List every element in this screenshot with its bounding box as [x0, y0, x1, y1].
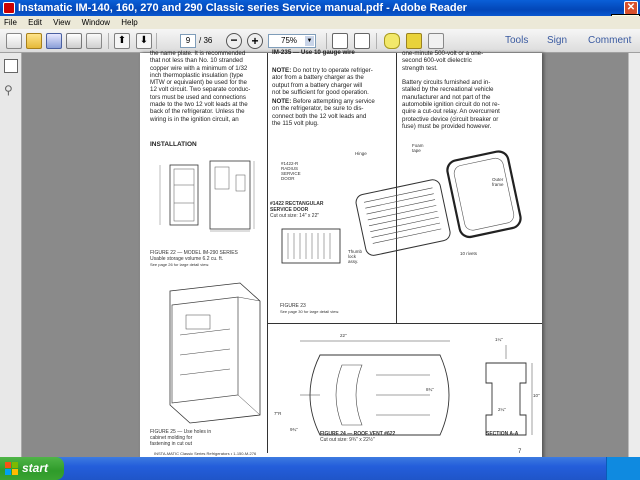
comment-link[interactable]: Comment [588, 35, 632, 46]
start-button[interactable] [0, 457, 64, 480]
column-2-note-1: NOTE: Do not try to operate refriger- ator from a battery charger as the output from a battery charger will not be sufficient for good operation. [272, 67, 373, 96]
start-label: start [22, 461, 49, 475]
windows-logo-icon [5, 462, 18, 475]
figure-24-caption: FIGURE 24 — ROOF VENT #622 Cut out size: 9¾" x 22½" [320, 431, 396, 443]
rectangular-door-drawing [280, 223, 344, 267]
dimension-7r: 7"R [274, 411, 282, 416]
system-tray [606, 457, 640, 480]
dimension-8: 8¾" [426, 387, 434, 392]
menu-bar [0, 16, 640, 29]
radius-door-label: #1422-R RADIUS SERVICE DOOR [281, 161, 301, 181]
menu-edit[interactable]: Edit [28, 18, 42, 27]
dimension-22: 22" [340, 333, 347, 338]
fit-page-icon[interactable] [332, 33, 348, 49]
menu-view[interactable]: View [53, 18, 71, 27]
navigation-pane [0, 53, 22, 457]
column-3-text: one-minute 500-volt or a one- second 600-volt dielectric strength test. Battery circuits furnished and in- stalled by the recreational vehicle manufacturer and not part of the automobile ignition circuit do not re- quire a cut-out relay. An overcurrent protective device (circuit breaker or fuse) must be provided however. [402, 50, 500, 130]
column-2-heading: IM-235 — Use 10 gauge wire [272, 49, 355, 56]
figure-23-caption: FIGURE 23 See page 30 for large detail view. [280, 303, 340, 314]
menu-window[interactable]: Window [81, 18, 111, 27]
dimension-2: 2¼" [498, 407, 506, 412]
title-bar [0, 0, 640, 16]
menu-file[interactable]: File [4, 18, 17, 27]
next-page-icon[interactable]: ⬇ [136, 33, 152, 49]
menu-help[interactable]: Help [121, 18, 138, 27]
taskbar [0, 457, 640, 480]
rivets-label: 10 rivets [460, 251, 478, 256]
column-divider [267, 53, 268, 453]
page-footer: INSTA-MATIC Classic Series Refrigerators • 1-150-M-276 [154, 451, 257, 456]
dimension-9: 9¾" [290, 427, 298, 432]
section-aa-label: SECTION A-A [486, 431, 519, 437]
pdf-page [140, 49, 542, 461]
column-2-note-2: NOTE: Before attempting any service on the refrigerator, be sure to dis- connect both the 12 volt leads and the 115 volt plug. [272, 98, 375, 127]
print-icon[interactable] [66, 33, 82, 49]
dimension-1a: 1¼" [495, 337, 503, 342]
paperclip-icon[interactable]: ⚲ [4, 83, 13, 97]
section-divider [268, 323, 542, 324]
save-icon[interactable] [46, 33, 62, 49]
window-title: Instamatic IM-140, 160, 270 and 290 Classic series Service manual.pdf - Adobe Reader [18, 2, 467, 14]
adobe-reader-icon [3, 2, 15, 14]
email-icon[interactable] [86, 33, 102, 49]
create-pdf-icon[interactable] [6, 33, 22, 49]
open-folder-icon[interactable] [26, 33, 42, 49]
dimension-10: 10" [533, 393, 540, 398]
sign-pen-icon[interactable] [428, 33, 444, 49]
page-number-input[interactable]: 9 [180, 34, 196, 48]
zoom-out-icon[interactable]: − [226, 33, 242, 49]
figure-22-caption: FIGURE 22 — MODEL IM-290 SERIES Usable storage volume 6.2 cu. ft. See page 26 for large detail view. [150, 250, 238, 267]
figure-23-drawing [340, 153, 540, 283]
figure-25-drawing [150, 275, 266, 425]
previous-page-icon[interactable]: ⬆ [114, 33, 130, 49]
fit-width-icon[interactable] [354, 33, 370, 49]
chevron-down-icon[interactable]: ▼ [306, 38, 313, 44]
zoom-select[interactable] [268, 34, 316, 48]
page-total: / 36 [199, 36, 213, 45]
figure-25-caption: FIGURE 25 — Use holes in cabinet molding for fastening in cut out [150, 429, 212, 447]
outer-frame-label: Outer frame [492, 177, 504, 187]
figure-23-title: #1422 RECTANGULAR SERVICE DOOR Cut out size: 14" x 22" [270, 201, 324, 219]
sign-link[interactable]: Sign [547, 35, 568, 46]
hinge-label: Hinge [355, 151, 367, 156]
vertical-scrollbar[interactable] [628, 53, 640, 457]
figure-22-drawing [150, 151, 266, 243]
page-thumbnails-icon[interactable] [4, 59, 18, 73]
column-1-text: the name plate. It is recommended that not less than No. 10 stranded copper wire with a minimum of 1/32 inch thermoplastic insulation (type MTW or equivalent) be used for the 12 volt circuit. Two separate conduc- tors must be used and connections made to the two 12 volt leads at the back of the refrigerator. Unless the wiring is in the ignition circuit, an [150, 50, 251, 123]
zoom-in-icon[interactable]: + [247, 33, 263, 49]
document-area [22, 49, 640, 457]
comment-bubble-icon[interactable] [384, 33, 400, 49]
page-number: 7 [518, 449, 522, 455]
foam-tape-label: Foam tape [412, 143, 424, 153]
thumb-lock-label: Thumb lock assy. [348, 249, 363, 264]
installation-heading: INSTALLATION [150, 141, 197, 148]
tools-link[interactable]: Tools [505, 35, 529, 46]
zoom-value: 75% [281, 36, 298, 45]
highlight-icon[interactable] [406, 33, 422, 49]
close-button[interactable]: ✕ [624, 1, 638, 15]
